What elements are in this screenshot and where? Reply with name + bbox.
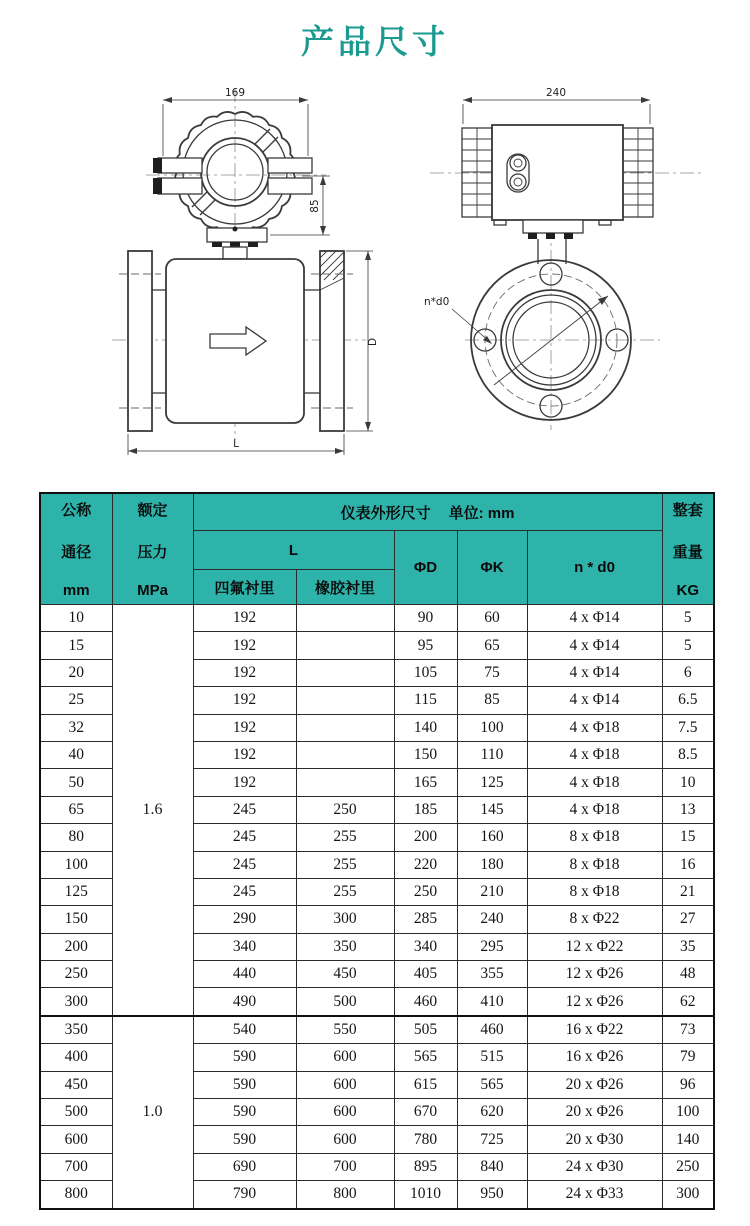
cell-l-rubber: 600 bbox=[296, 1044, 394, 1071]
cell-nd0: 4 x Φ18 bbox=[527, 769, 662, 796]
cell-l-ptfe: 440 bbox=[193, 961, 296, 988]
dim-240-label: 240 bbox=[545, 87, 567, 99]
dim-L-label: L bbox=[233, 438, 239, 450]
cell-l-ptfe: 192 bbox=[193, 659, 296, 686]
cell-kg: 15 bbox=[662, 824, 714, 851]
cell-l-rubber: 250 bbox=[296, 796, 394, 823]
cell-phi-d: 340 bbox=[394, 933, 457, 960]
bracket-bolt bbox=[528, 233, 537, 239]
converter-box bbox=[492, 125, 623, 220]
cell-phi-d: 150 bbox=[394, 741, 457, 768]
cell-l-rubber: 300 bbox=[296, 906, 394, 933]
cell-l-ptfe: 590 bbox=[193, 1126, 296, 1153]
cable-gland-cap bbox=[153, 178, 162, 194]
cell-dn: 65 bbox=[40, 796, 112, 823]
cell-l-ptfe: 540 bbox=[193, 1016, 296, 1044]
cell-phi-k: 110 bbox=[457, 741, 527, 768]
cell-l-ptfe: 245 bbox=[193, 824, 296, 851]
cell-phi-d: 780 bbox=[394, 1126, 457, 1153]
cell-pressure: 1.0 bbox=[112, 1016, 193, 1209]
header-text: 重量 bbox=[672, 543, 703, 561]
cell-phi-d: 460 bbox=[394, 988, 457, 1016]
cell-phi-d: 220 bbox=[394, 851, 457, 878]
cell-l-rubber bbox=[296, 659, 394, 686]
cell-phi-k: 75 bbox=[457, 659, 527, 686]
header-unit-text: 单位: mm bbox=[448, 504, 515, 522]
cell-phi-d: 165 bbox=[394, 769, 457, 796]
col-header-phi-k: ΦK bbox=[457, 531, 527, 605]
cell-dn: 25 bbox=[40, 687, 112, 714]
plate-bolt bbox=[248, 242, 258, 247]
cell-l-rubber bbox=[296, 605, 394, 632]
cell-kg: 300 bbox=[662, 1181, 714, 1209]
cell-l-ptfe: 192 bbox=[193, 605, 296, 632]
cell-l-ptfe: 590 bbox=[193, 1044, 296, 1071]
cell-nd0: 4 x Φ18 bbox=[527, 796, 662, 823]
plate-bolt bbox=[212, 242, 222, 247]
cell-l-ptfe: 192 bbox=[193, 769, 296, 796]
header-text: 额定 bbox=[137, 502, 168, 519]
cell-phi-d: 1010 bbox=[394, 1181, 457, 1209]
cell-l-ptfe: 192 bbox=[193, 687, 296, 714]
cell-kg: 250 bbox=[662, 1153, 714, 1180]
cell-dn: 20 bbox=[40, 659, 112, 686]
cell-l-ptfe: 192 bbox=[193, 741, 296, 768]
cell-l-rubber: 550 bbox=[296, 1016, 394, 1044]
dim-169 bbox=[163, 87, 308, 156]
cell-phi-k: 295 bbox=[457, 933, 527, 960]
cell-phi-d: 140 bbox=[394, 714, 457, 741]
cell-phi-k: 410 bbox=[457, 988, 527, 1016]
cell-pressure: 1.6 bbox=[112, 605, 193, 1016]
cable-stub bbox=[158, 178, 202, 194]
col-header-phi-d: ΦD bbox=[394, 531, 457, 605]
cell-l-rubber bbox=[296, 687, 394, 714]
cell-dn: 450 bbox=[40, 1071, 112, 1098]
neck-stem bbox=[223, 247, 247, 259]
bracket-bolt bbox=[564, 233, 573, 239]
dim-D bbox=[346, 251, 379, 431]
cell-kg: 6.5 bbox=[662, 687, 714, 714]
cell-kg: 79 bbox=[662, 1044, 714, 1071]
cell-phi-k: 85 bbox=[457, 687, 527, 714]
table-row bbox=[40, 605, 714, 632]
cell-l-ptfe: 245 bbox=[193, 851, 296, 878]
cell-phi-k: 950 bbox=[457, 1181, 527, 1209]
page-title: 产品尺寸 bbox=[301, 23, 449, 60]
cell-nd0: 12 x Φ22 bbox=[527, 933, 662, 960]
cell-dn: 80 bbox=[40, 824, 112, 851]
header-text: 仪表外形尺寸 bbox=[340, 504, 431, 522]
cell-dn: 125 bbox=[40, 878, 112, 905]
cell-dn: 15 bbox=[40, 632, 112, 659]
col-header-total-weight bbox=[662, 493, 714, 605]
cell-dn: 500 bbox=[40, 1099, 112, 1126]
cell-phi-k: 515 bbox=[457, 1044, 527, 1071]
cell-phi-d: 200 bbox=[394, 824, 457, 851]
dim-169-label: 169 bbox=[224, 87, 246, 99]
cell-kg: 10 bbox=[662, 769, 714, 796]
cell-phi-k: 725 bbox=[457, 1126, 527, 1153]
cell-nd0: 4 x Φ14 bbox=[527, 632, 662, 659]
cell-phi-d: 250 bbox=[394, 878, 457, 905]
cell-l-rubber bbox=[296, 741, 394, 768]
col-header-nd0: n * d0 bbox=[527, 531, 662, 605]
cell-dn: 300 bbox=[40, 988, 112, 1016]
bracket-plate bbox=[523, 220, 583, 233]
technical-drawings bbox=[0, 78, 750, 480]
cell-dn: 10 bbox=[40, 605, 112, 632]
left-flange bbox=[128, 251, 152, 431]
cell-nd0: 4 x Φ14 bbox=[527, 687, 662, 714]
bracket-bolt bbox=[546, 233, 555, 239]
cell-kg: 6 bbox=[662, 659, 714, 686]
cell-l-rubber bbox=[296, 632, 394, 659]
cell-kg: 16 bbox=[662, 851, 714, 878]
cell-l-rubber: 255 bbox=[296, 824, 394, 851]
cell-l-ptfe: 590 bbox=[193, 1099, 296, 1126]
cell-l-ptfe: 340 bbox=[193, 933, 296, 960]
header-text: mm bbox=[62, 582, 90, 599]
cell-dn: 32 bbox=[40, 714, 112, 741]
header-text: KG bbox=[676, 582, 699, 599]
cell-l-ptfe: 290 bbox=[193, 906, 296, 933]
plate-bolt bbox=[230, 242, 240, 247]
cell-kg: 35 bbox=[662, 933, 714, 960]
header-text: 通径 bbox=[61, 543, 92, 561]
cell-kg: 96 bbox=[662, 1071, 714, 1098]
cell-phi-k: 210 bbox=[457, 878, 527, 905]
cell-phi-k: 180 bbox=[457, 851, 527, 878]
cell-l-rubber: 600 bbox=[296, 1099, 394, 1126]
cell-dn: 100 bbox=[40, 851, 112, 878]
cell-nd0: 12 x Φ26 bbox=[527, 988, 662, 1016]
header-text: 公称 bbox=[61, 502, 92, 519]
cell-l-ptfe: 490 bbox=[193, 988, 296, 1016]
cell-nd0: 8 x Φ18 bbox=[527, 851, 662, 878]
header-text: 压力 bbox=[137, 543, 168, 561]
cell-l-rubber: 450 bbox=[296, 961, 394, 988]
cell-l-rubber: 700 bbox=[296, 1153, 394, 1180]
cell-dn: 350 bbox=[40, 1016, 112, 1044]
cell-kg: 7.5 bbox=[662, 714, 714, 741]
cell-l-ptfe: 245 bbox=[193, 796, 296, 823]
cell-phi-k: 620 bbox=[457, 1099, 527, 1126]
cell-nd0: 24 x Φ30 bbox=[527, 1153, 662, 1180]
cell-dn: 50 bbox=[40, 769, 112, 796]
cell-nd0: 4 x Φ18 bbox=[527, 714, 662, 741]
cell-l-ptfe: 690 bbox=[193, 1153, 296, 1180]
cell-phi-d: 615 bbox=[394, 1071, 457, 1098]
dim-85-label: 85 bbox=[309, 199, 321, 213]
cell-kg: 21 bbox=[662, 878, 714, 905]
nd0-label: n*d0 bbox=[424, 296, 450, 308]
cell-phi-k: 65 bbox=[457, 632, 527, 659]
cell-nd0: 20 x Φ30 bbox=[527, 1126, 662, 1153]
cell-kg: 140 bbox=[662, 1126, 714, 1153]
cell-l-ptfe: 790 bbox=[193, 1181, 296, 1209]
cell-l-rubber: 500 bbox=[296, 988, 394, 1016]
cell-phi-k: 60 bbox=[457, 605, 527, 632]
cell-phi-d: 95 bbox=[394, 632, 457, 659]
head-spoke bbox=[263, 137, 278, 152]
cell-l-ptfe: 245 bbox=[193, 878, 296, 905]
dim-L bbox=[128, 434, 344, 455]
cell-dn: 800 bbox=[40, 1181, 112, 1209]
spec-table bbox=[39, 492, 715, 1210]
cell-dn: 250 bbox=[40, 961, 112, 988]
cell-phi-d: 505 bbox=[394, 1016, 457, 1044]
cell-nd0: 20 x Φ26 bbox=[527, 1071, 662, 1098]
cell-kg: 100 bbox=[662, 1099, 714, 1126]
cell-nd0: 12 x Φ26 bbox=[527, 961, 662, 988]
cell-kg: 5 bbox=[662, 632, 714, 659]
header-text: MPa bbox=[137, 582, 168, 599]
cell-phi-d: 405 bbox=[394, 961, 457, 988]
cell-nd0: 8 x Φ18 bbox=[527, 878, 662, 905]
cell-phi-d: 670 bbox=[394, 1099, 457, 1126]
cell-dn: 150 bbox=[40, 906, 112, 933]
cell-kg: 27 bbox=[662, 906, 714, 933]
cell-phi-d: 90 bbox=[394, 605, 457, 632]
cell-phi-d: 105 bbox=[394, 659, 457, 686]
cell-nd0: 4 x Φ18 bbox=[527, 741, 662, 768]
cell-l-ptfe: 192 bbox=[193, 714, 296, 741]
cell-dn: 700 bbox=[40, 1153, 112, 1180]
header-text: 整套 bbox=[672, 502, 703, 519]
head-spoke bbox=[255, 129, 270, 144]
cell-nd0: 24 x Φ33 bbox=[527, 1181, 662, 1209]
cell-phi-d: 285 bbox=[394, 906, 457, 933]
cell-l-rubber: 600 bbox=[296, 1126, 394, 1153]
cell-phi-d: 185 bbox=[394, 796, 457, 823]
cell-nd0: 8 x Φ22 bbox=[527, 906, 662, 933]
cell-l-rubber bbox=[296, 714, 394, 741]
col-header-L: L bbox=[193, 531, 394, 570]
cell-l-rubber: 255 bbox=[296, 878, 394, 905]
cell-nd0: 4 x Φ14 bbox=[527, 659, 662, 686]
cable-stub bbox=[268, 178, 312, 194]
col-header-ptfe-lining: 四氟衬里 bbox=[193, 570, 296, 605]
cell-kg: 48 bbox=[662, 961, 714, 988]
cell-phi-k: 160 bbox=[457, 824, 527, 851]
cell-phi-k: 460 bbox=[457, 1016, 527, 1044]
bolt-callout bbox=[424, 296, 492, 344]
cell-kg: 5 bbox=[662, 605, 714, 632]
cell-phi-k: 240 bbox=[457, 906, 527, 933]
cell-phi-k: 840 bbox=[457, 1153, 527, 1180]
cell-phi-k: 145 bbox=[457, 796, 527, 823]
cell-dn: 200 bbox=[40, 933, 112, 960]
col-header-overall-dimensions bbox=[193, 493, 662, 531]
cell-kg: 8.5 bbox=[662, 741, 714, 768]
plate-bolt bbox=[233, 227, 238, 232]
cell-dn: 400 bbox=[40, 1044, 112, 1071]
cell-kg: 62 bbox=[662, 988, 714, 1016]
cell-l-rubber: 800 bbox=[296, 1181, 394, 1209]
flowmeter-front-view bbox=[112, 87, 379, 455]
cell-phi-k: 100 bbox=[457, 714, 527, 741]
cell-phi-d: 115 bbox=[394, 687, 457, 714]
col-header-rubber-lining: 橡胶衬里 bbox=[296, 570, 394, 605]
col-header-nominal-diameter bbox=[40, 493, 112, 605]
cable-stub bbox=[268, 158, 312, 173]
cell-l-rubber: 255 bbox=[296, 851, 394, 878]
cell-dn: 40 bbox=[40, 741, 112, 768]
cell-phi-k: 355 bbox=[457, 961, 527, 988]
cell-kg: 13 bbox=[662, 796, 714, 823]
cell-nd0: 16 x Φ22 bbox=[527, 1016, 662, 1044]
cell-dn: 600 bbox=[40, 1126, 112, 1153]
cable-gland-cap bbox=[153, 158, 162, 173]
cell-nd0: 16 x Φ26 bbox=[527, 1044, 662, 1071]
cell-nd0: 4 x Φ14 bbox=[527, 605, 662, 632]
cable-stub bbox=[158, 158, 202, 173]
col-header-rated-pressure bbox=[112, 493, 193, 605]
flowmeter-side-view bbox=[424, 87, 702, 430]
cell-phi-d: 565 bbox=[394, 1044, 457, 1071]
head-spoke bbox=[200, 200, 215, 215]
cell-kg: 73 bbox=[662, 1016, 714, 1044]
cell-phi-d: 895 bbox=[394, 1153, 457, 1180]
cell-l-rubber bbox=[296, 769, 394, 796]
dim-240 bbox=[463, 87, 650, 124]
right-flange bbox=[320, 251, 344, 431]
cell-nd0: 8 x Φ18 bbox=[527, 824, 662, 851]
cell-phi-k: 125 bbox=[457, 769, 527, 796]
cell-l-ptfe: 192 bbox=[193, 632, 296, 659]
table-row bbox=[40, 1016, 714, 1044]
cell-phi-k: 565 bbox=[457, 1071, 527, 1098]
cell-nd0: 20 x Φ26 bbox=[527, 1099, 662, 1126]
dim-D-label: D bbox=[367, 337, 379, 347]
cell-l-rubber: 350 bbox=[296, 933, 394, 960]
cell-l-ptfe: 590 bbox=[193, 1071, 296, 1098]
cell-l-rubber: 600 bbox=[296, 1071, 394, 1098]
